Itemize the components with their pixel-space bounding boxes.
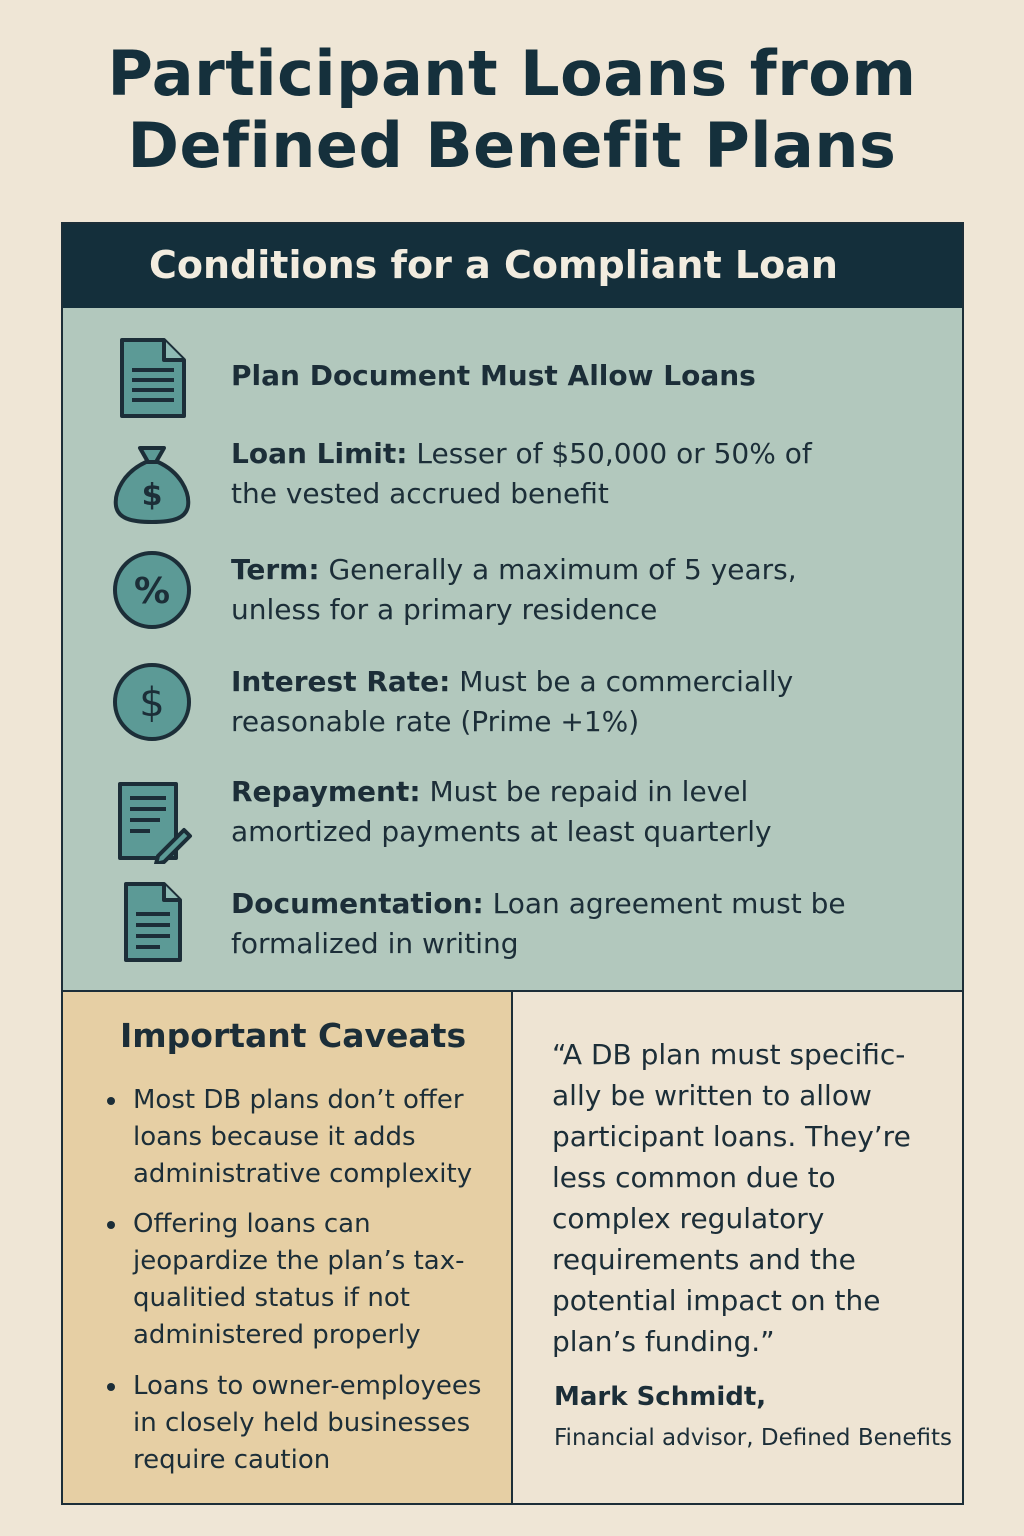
document-icon <box>110 336 194 420</box>
signed-document-icon <box>110 780 194 864</box>
condition-description: Must be repaid in level amortized payments at least quarterly <box>231 775 772 848</box>
infographic-frame <box>61 222 964 1505</box>
svg-text:$: $ <box>141 478 163 513</box>
quote-text: “A DB plan must specific-ally be written to allow participant loans. They’re less common due to complex regulatory requirements and the potential impact on the plan’s funding.” <box>552 1038 911 1358</box>
svg-text:$: $ <box>139 680 165 726</box>
title-line-2: Defined Benefit Plans <box>127 109 897 182</box>
condition-label: Repayment: <box>231 775 421 808</box>
condition-description: Lesser of $50,000 or 50% of the vested accrued benefit <box>231 437 812 510</box>
caveat-text: Offering loans can jeopardize the plan’s tax-qualitied status if not administered properly <box>133 1209 465 1350</box>
condition-item <box>63 334 962 424</box>
conditions-header-title: Conditions for a Compliant Loan <box>149 243 838 287</box>
condition-item <box>63 880 962 980</box>
conditions-panel <box>63 308 962 992</box>
condition-description: Must be a commercially reasonable rate (Prime +1%) <box>231 665 794 738</box>
page-title <box>0 38 1024 182</box>
bullet-icon <box>107 1221 115 1229</box>
document-icon <box>110 880 194 964</box>
caveats-title: Important Caveats <box>120 1016 467 1055</box>
bullet-icon <box>107 1097 115 1105</box>
condition-description: Loan agreement must be formalized in writing <box>231 887 846 960</box>
caveat-text: Loans to owner-employees in closely held businesses require caution <box>133 1371 482 1475</box>
condition-item <box>63 548 962 648</box>
condition-label: Interest Rate: <box>231 665 451 698</box>
caveat-text: Most DB plans don’t offer loans because it adds administrative complexity <box>133 1085 473 1189</box>
percent-icon <box>110 548 194 632</box>
quote-author-role: Financial advisor, Defined Benefits <box>554 1425 952 1451</box>
caveat-item <box>103 1368 503 1488</box>
svg-text:%: % <box>133 571 171 612</box>
caveat-item <box>103 1082 503 1202</box>
condition-label: Loan Limit: <box>231 437 408 470</box>
money-bag-icon <box>110 442 194 526</box>
bullet-icon <box>107 1383 115 1391</box>
condition-label: Term: <box>231 553 320 586</box>
condition-description: Generally a maximum of 5 years, unless for a primary residence <box>231 553 797 626</box>
condition-label: Documentation: <box>231 887 484 920</box>
condition-item <box>63 768 962 868</box>
quote-panel <box>513 992 962 1503</box>
condition-label: Plan Document Must Allow Loans <box>231 359 756 392</box>
dollar-coin-icon <box>110 660 194 744</box>
condition-item <box>63 434 962 534</box>
caveat-item <box>103 1206 503 1356</box>
conditions-header <box>63 224 962 308</box>
condition-item <box>63 658 962 758</box>
title-line-1: Participant Loans from <box>107 37 917 110</box>
quote-author: Mark Schmidt, <box>554 1382 767 1412</box>
caveats-panel <box>63 992 513 1503</box>
